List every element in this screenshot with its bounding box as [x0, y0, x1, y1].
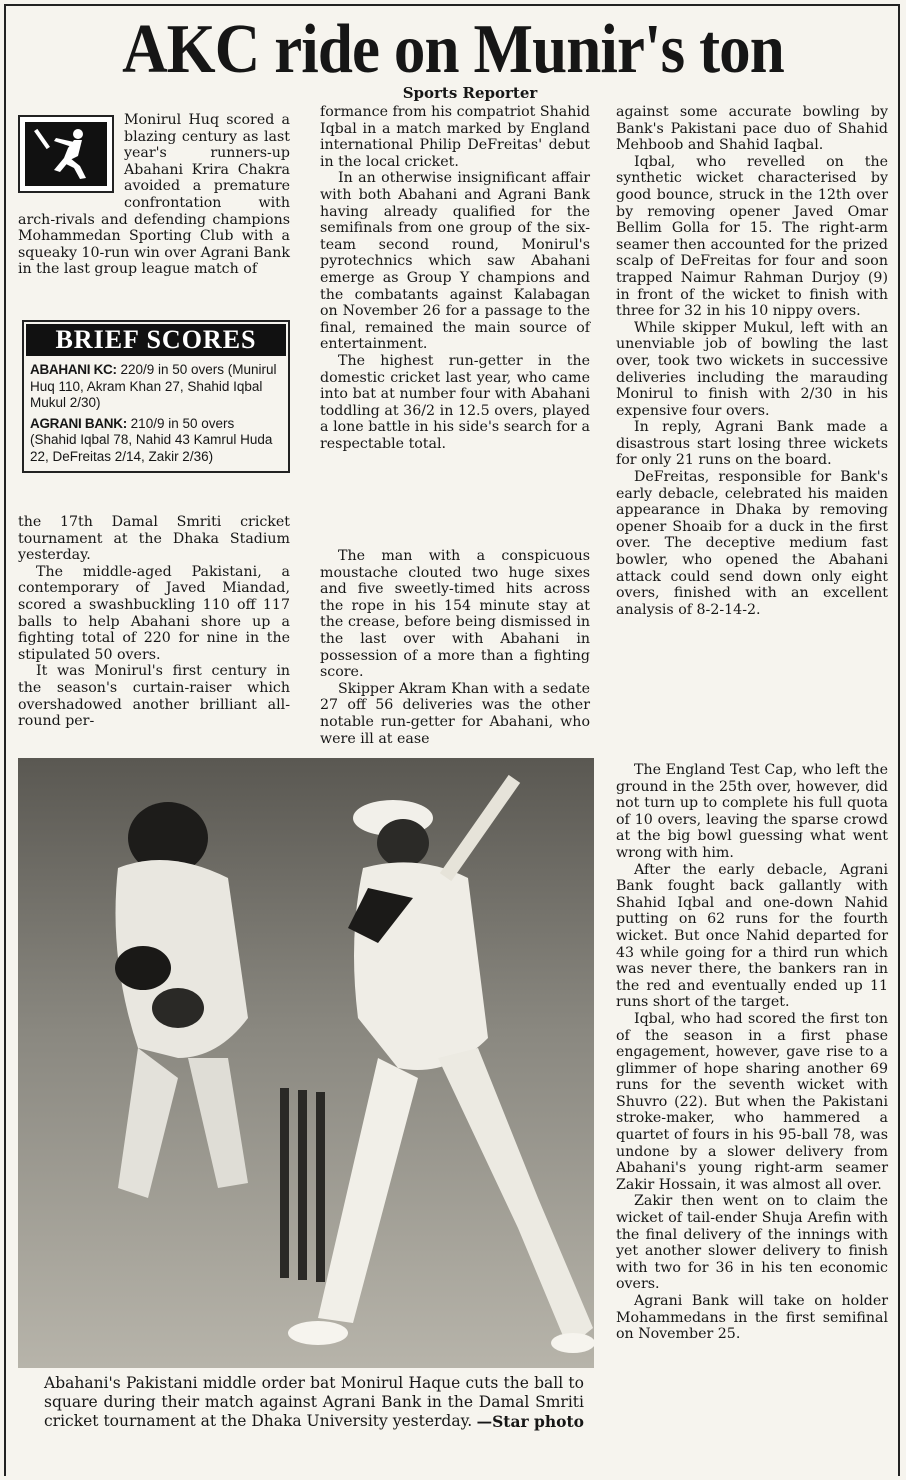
cricket-photo-illustration	[18, 758, 594, 1368]
paragraph: In reply, Agrani Bank made a disastrous start losing three wickets for only 21 runs on the board.	[616, 419, 888, 469]
paragraph: formance from his compatriot Shahid Iqbal in a match marked by England international Philip DeFreitas' debut in the local cricket.	[320, 104, 590, 170]
paragraph: Agrani Bank will take on holder Mohammedans in the first semifinal on November 25.	[616, 1293, 888, 1343]
photo-caption	[44, 1374, 584, 1431]
brief-scores-box	[22, 320, 290, 473]
paragraph: Iqbal, who revelled on the synthetic wicket characterised by good bounce, struck in the 12th over by removing opener Javed Omar Bellim Golla for 15. The right-arm seamer then accounted for the prized scalp of DeFreitas for four and soon trapped Naimur Rahman Durjoy (9) in front of the wicket to finish with three for 32 in his 10 nippy overs.	[616, 153, 888, 320]
paragraph: The highest run-getter in the domestic cricket last year, who came into bat at number four with Abahani toddling at 36/2 in 12.5 overs, played a lone battle in his side's search for a respectable total.	[320, 352, 590, 452]
brief-score-agrani	[30, 416, 282, 466]
paragraph: the 17th Damal Smriti cricket tournament at the Dhaka Stadium yesterday.	[18, 514, 290, 564]
photo-credit: —Star photo	[476, 1412, 584, 1431]
column-2-continued	[320, 548, 590, 747]
brief-score-abahani	[30, 362, 282, 412]
paragraph: Zakir then went on to claim the wicket of tail-ender Shuja Arefin with the final delivery of the innings with yet another slower delivery to finish with two for 36 in his ten economic overs.	[616, 1193, 888, 1293]
column-3-continued	[616, 762, 888, 1343]
paragraph: DeFreitas, responsible for Bank's early debacle, celebrated his maiden appearance in Dhaka by removing opener Shoaib for a duck in the first over. The deceptive medium fast bowler, who opened the Abahani attack could send down only eight overs, finished with an excellent analysis of 8-2-14-2.	[616, 469, 888, 618]
score-line: 210/9 in 50 overs (Shahid Iqbal 78, Nahid 43 Kamrul Huda 22, DeFreitas 2/14, Zakir 2/36)	[30, 415, 273, 464]
match-photo	[18, 758, 594, 1368]
column-3	[616, 104, 888, 618]
stumps	[280, 1088, 325, 1282]
column-2	[320, 104, 590, 452]
paragraph: It was Monirul's first century in the season's curtain-raiser which overshadowed another brilliant all-round per-	[18, 663, 290, 730]
cricket-batsman-icon	[34, 126, 98, 182]
headline: AKC ride on Munir's ton	[122, 11, 784, 88]
paragraph: The England Test Cap, who left the ground in the 25th over, however, did not turn up to complete his full quota of 10 overs, leaving the sparse crowd at the big bowl guessing what went wrong with him.	[616, 762, 888, 861]
byline: Sports Reporter	[402, 84, 538, 102]
paragraph: Monirul Huq scored a blazing century as last year's runners-up Abahani Krira Chakra avoided a premature confrontation with arch-rivals and defending champions Mohammedan Sporting Club with a squeaky 10-run win over Agrani Bank in the last group league match of	[18, 112, 290, 278]
paragraph: Iqbal, who had scored the first ton of the season in a first phase engagement, however, gave rise to a glimmer of hope sharing another 69 runs for the seventh wicket with Shuvro (22). But when the Pakistani stroke-maker, who hammered a quartet of fours in his 95-ball 78, was undone by a slower delivery from Abahani's young right-arm seamer Zakir Hossain, it was almost all over.	[616, 1010, 888, 1193]
paragraph: against some accurate bowling by Bank's Pakistani pace duo of Shahid Mehboob and Shahid Iaqbal.	[616, 104, 888, 154]
paragraph: In an otherwise insignificant affair with both Abahani and Agrani Bank having already qualified for the semifinals from one group of the six-team second round, Monirul's pyrotechnics which saw Abahani emerge as Group Y champions and the combatants against Kalabagan on November 26 for a passage to the final, remained the main source of entertainment.	[320, 170, 590, 353]
column-1-continued	[18, 514, 290, 730]
score-line: 220/9 in 50 overs (Munirul Huq 110, Akram Khan 27, Shahid Iqbal Mukul 2/30)	[30, 362, 277, 410]
caption-text: Abahani's Pakistani middle order bat Monirul Haque cuts the ball to square during their match against Agrani Bank in the Damal Smriti cricket tournament at the Dhaka University yesterday.	[44, 1374, 584, 1430]
paragraph: The man with a conspicuous moustache clouted two huge sixes and five sweetly-timed hits across the rope in his 154 minute stay at the crease, before being dismissed in the last over with Abahani in possession of a more than a fighting score.	[320, 548, 590, 681]
brief-scores-title: BRIEF SCORES	[26, 324, 286, 356]
paragraph: Skipper Akram Khan with a sedate 27 off 56 deliveries was the other notable run-getter for Abahani, who were ill at ease	[320, 680, 590, 747]
paragraph: While skipper Mukul, left with an unenviable job of bowling the last over, took two wickets in successive deliveries including the marauding Monirul to finish with 2/30 in his expensive four overs.	[616, 319, 888, 419]
column-1	[18, 112, 290, 278]
team-name: ABAHANI KC:	[30, 362, 117, 377]
paragraph: After the early debacle, Agrani Bank fought back gallantly with Shahid Iqbal and one-down Nahid putting on 62 runs for the fourth wicket. But once Nahid departed for 43 while going for a third run which was never there, the bankers ran in the red and eventually ended up 11 runs short of the target.	[616, 861, 888, 1011]
team-name: AGRANI BANK:	[30, 415, 127, 431]
sports-logo	[18, 115, 114, 193]
paragraph: The middle-aged Pakistani, a contemporary of Javed Miandad, scored a swashbuckling 110 off 117 balls to help Abahani shore up a fighting total of 220 for nine in the stipulated 50 overs.	[18, 563, 290, 663]
